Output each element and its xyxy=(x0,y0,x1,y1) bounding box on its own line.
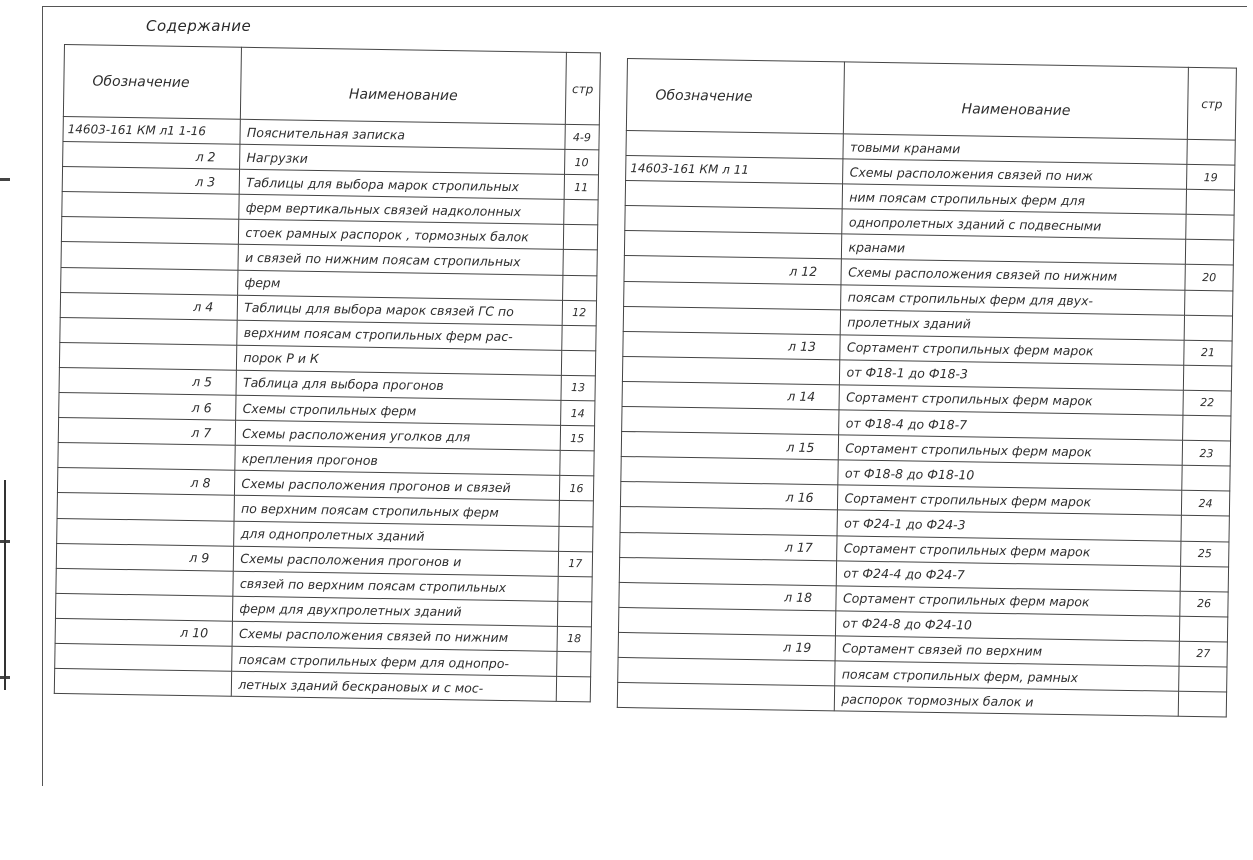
row-name: Схемы расположения уголков для xyxy=(236,420,561,450)
row-name: однопролетных зданий с подвесными xyxy=(842,209,1186,239)
page-title: Содержание xyxy=(146,17,252,35)
row-designation: л 15 xyxy=(621,432,839,461)
row-page: 15 xyxy=(560,425,595,451)
contents-table-right xyxy=(617,58,1237,718)
row-page: 11 xyxy=(564,175,599,201)
row-designation: л 9 xyxy=(56,543,234,571)
row-designation: л 8 xyxy=(57,468,235,496)
row-page: 16 xyxy=(559,476,594,502)
row-page: 19 xyxy=(1187,164,1235,190)
row-page xyxy=(562,325,597,351)
row-page: 13 xyxy=(561,375,596,401)
row-name: от Ф18-4 до Ф18-7 xyxy=(839,410,1183,440)
row-designation xyxy=(55,593,233,621)
row-page xyxy=(1184,315,1232,341)
row-name: порок Р и К xyxy=(237,345,562,375)
header-designation: Обозначение xyxy=(63,45,241,120)
row-designation: л 5 xyxy=(59,367,237,395)
row-page xyxy=(561,350,596,376)
row-name: Пояснительная записка xyxy=(240,119,565,149)
row-page xyxy=(1185,240,1233,266)
row-page xyxy=(1182,465,1230,491)
row-name: крепления прогонов xyxy=(235,445,560,475)
row-designation: л 17 xyxy=(620,532,838,561)
row-page xyxy=(1186,189,1234,215)
row-name: ферм вертикальных связей надколонных xyxy=(239,195,564,225)
row-designation xyxy=(620,507,838,536)
row-name: Сортамент стропильных ферм марок xyxy=(839,435,1183,465)
row-name: поясам стропильных ферм для однопро- xyxy=(232,646,557,676)
row-designation: л 19 xyxy=(618,632,836,661)
row-designation xyxy=(54,668,232,696)
row-page: 22 xyxy=(1183,390,1231,416)
row-page xyxy=(1186,215,1234,241)
row-designation xyxy=(55,643,233,671)
row-designation xyxy=(623,306,841,335)
row-name: пролетных зданий xyxy=(841,310,1185,340)
row-designation: л 18 xyxy=(619,582,837,611)
contents-table-left xyxy=(54,44,601,703)
row-designation xyxy=(56,568,234,596)
row-page xyxy=(1185,290,1233,316)
header-page: стр xyxy=(1187,67,1236,140)
row-name: Схемы расположения связей по ниж xyxy=(843,159,1187,189)
row-page xyxy=(560,451,595,477)
row-name: Сортамент связей по верхним xyxy=(836,636,1180,666)
row-name: Таблицы для выбора марок связей ГС по xyxy=(238,295,563,325)
row-page xyxy=(557,601,592,627)
row-name: Схемы расположения прогонов и связей xyxy=(235,471,560,501)
row-name: от Ф18-1 до Ф18-3 xyxy=(840,360,1184,390)
row-page: 21 xyxy=(1184,340,1232,366)
row-page: 20 xyxy=(1185,265,1233,291)
row-designation xyxy=(57,518,235,546)
row-designation xyxy=(618,657,836,686)
row-designation xyxy=(61,217,239,245)
row-designation: 14603-161 КМ л1 1-16 xyxy=(63,116,241,144)
row-page: 18 xyxy=(557,626,592,652)
row-name: для однопролетных зданий xyxy=(234,521,559,551)
contents-rows-left xyxy=(54,116,599,702)
row-designation xyxy=(60,317,238,345)
row-page: 10 xyxy=(564,149,599,175)
row-name: связей по верхним поясам стропильных xyxy=(233,571,558,601)
table-header-row xyxy=(63,45,600,125)
row-page: 27 xyxy=(1179,641,1227,667)
table-header-row xyxy=(626,59,1236,141)
row-name: распорок тормозных балок и xyxy=(835,686,1179,716)
row-name: Сортамент стропильных ферм марок xyxy=(836,586,1180,616)
header-name: Наименование xyxy=(844,62,1189,139)
row-name: Схемы расположения связей по нижним xyxy=(841,259,1185,289)
row-page xyxy=(1187,139,1235,165)
row-name: Сортамент стропильных ферм марок xyxy=(837,535,1181,565)
row-designation xyxy=(61,242,239,270)
row-page xyxy=(563,250,598,276)
row-page xyxy=(1183,415,1231,441)
row-name: поясам стропильных ферм для двух- xyxy=(841,284,1185,314)
row-page: 14 xyxy=(560,400,595,426)
row-designation xyxy=(624,281,842,310)
row-designation: л 14 xyxy=(622,381,840,410)
row-name: поясам стропильных ферм, рамных xyxy=(835,661,1179,691)
row-name: Нагрузки xyxy=(240,144,565,174)
row-designation xyxy=(624,231,842,260)
row-designation: л 13 xyxy=(623,331,841,360)
row-page xyxy=(1183,365,1231,391)
row-name: от Ф24-8 до Ф24-10 xyxy=(836,611,1180,641)
contents-rows-right xyxy=(617,130,1235,717)
row-designation xyxy=(621,457,839,486)
row-designation: л 3 xyxy=(62,167,240,195)
row-name: ферм xyxy=(238,270,563,300)
row-name: Схемы стропильных ферм xyxy=(236,395,561,425)
sheet-border-top xyxy=(42,6,1247,7)
binding-line xyxy=(4,480,6,690)
row-name: по верхним поясам стропильных ферм xyxy=(234,496,559,526)
row-page xyxy=(558,576,593,602)
row-page: 24 xyxy=(1181,491,1229,517)
row-name: и связей по нижним поясам стропильных xyxy=(238,245,563,275)
row-page: 17 xyxy=(558,551,593,577)
row-name: Сортамент стропильных ферм марок xyxy=(840,335,1184,365)
row-name: Схемы расположения связей по нижним xyxy=(232,621,557,651)
sheet-border-left xyxy=(42,6,43,786)
row-designation: л 12 xyxy=(624,256,842,285)
row-designation: л 16 xyxy=(620,482,838,511)
row-designation xyxy=(62,192,240,220)
row-name: кранами xyxy=(842,234,1186,264)
row-name: от Ф24-1 до Ф24-3 xyxy=(837,510,1181,540)
row-designation xyxy=(622,406,840,435)
row-designation xyxy=(57,493,235,521)
row-designation xyxy=(625,181,843,210)
row-name: от Ф18-8 до Ф18-10 xyxy=(838,460,1182,490)
binding-mark xyxy=(0,178,10,181)
row-page xyxy=(1181,516,1229,542)
row-page: 4-9 xyxy=(565,124,600,150)
row-page xyxy=(556,676,591,702)
row-name: Таблица для выбора прогонов xyxy=(236,370,561,400)
row-designation xyxy=(622,356,840,385)
row-designation: 14603-161 КМ л 11 xyxy=(626,156,844,185)
row-designation xyxy=(617,682,835,711)
row-page xyxy=(558,526,593,552)
row-name: ферм для двухпролетных зданий xyxy=(233,596,558,626)
row-designation xyxy=(58,443,236,471)
row-designation xyxy=(618,607,836,636)
row-page xyxy=(562,275,597,301)
row-designation: л 4 xyxy=(60,292,238,320)
row-designation xyxy=(61,267,239,295)
header-name: Наименование xyxy=(241,47,567,124)
row-page xyxy=(1180,566,1228,592)
header-page: стр xyxy=(565,52,600,125)
row-page: 23 xyxy=(1182,440,1230,466)
row-designation: л 10 xyxy=(55,618,233,646)
row-designation: л 7 xyxy=(58,418,236,446)
row-page xyxy=(556,651,591,677)
row-page xyxy=(563,200,598,226)
row-name: Таблицы для выбора марок стропильных xyxy=(240,169,565,199)
row-page xyxy=(563,225,598,251)
row-designation xyxy=(626,130,844,159)
row-name: от Ф24-4 до Ф24-7 xyxy=(837,560,1181,590)
row-name: Сортамент стропильных ферм марок xyxy=(839,385,1183,415)
row-name: Сортамент стропильных ферм марок xyxy=(838,485,1182,515)
row-page xyxy=(1178,691,1226,717)
row-page xyxy=(559,501,594,527)
row-designation xyxy=(625,206,843,235)
row-page: 12 xyxy=(562,300,597,326)
row-page: 25 xyxy=(1181,541,1229,567)
row-name: летных зданий бескрановых и с мос- xyxy=(232,671,557,701)
row-name: товыми кранами xyxy=(843,134,1187,164)
row-name: стоек рамных распорок , тормозных балок xyxy=(239,220,564,250)
row-designation: л 2 xyxy=(63,142,241,170)
row-designation xyxy=(59,342,237,370)
row-page: 26 xyxy=(1180,591,1228,617)
row-page xyxy=(1179,666,1227,692)
header-designation: Обозначение xyxy=(626,59,845,134)
row-name: верхним поясам стропильных ферм рас- xyxy=(237,320,562,350)
row-designation: л 6 xyxy=(59,392,237,420)
row-name: Схемы расположения прогонов и xyxy=(234,546,559,576)
row-designation xyxy=(619,557,837,586)
row-name: ним поясам стропильных ферм для xyxy=(843,184,1187,214)
row-page xyxy=(1179,616,1227,642)
